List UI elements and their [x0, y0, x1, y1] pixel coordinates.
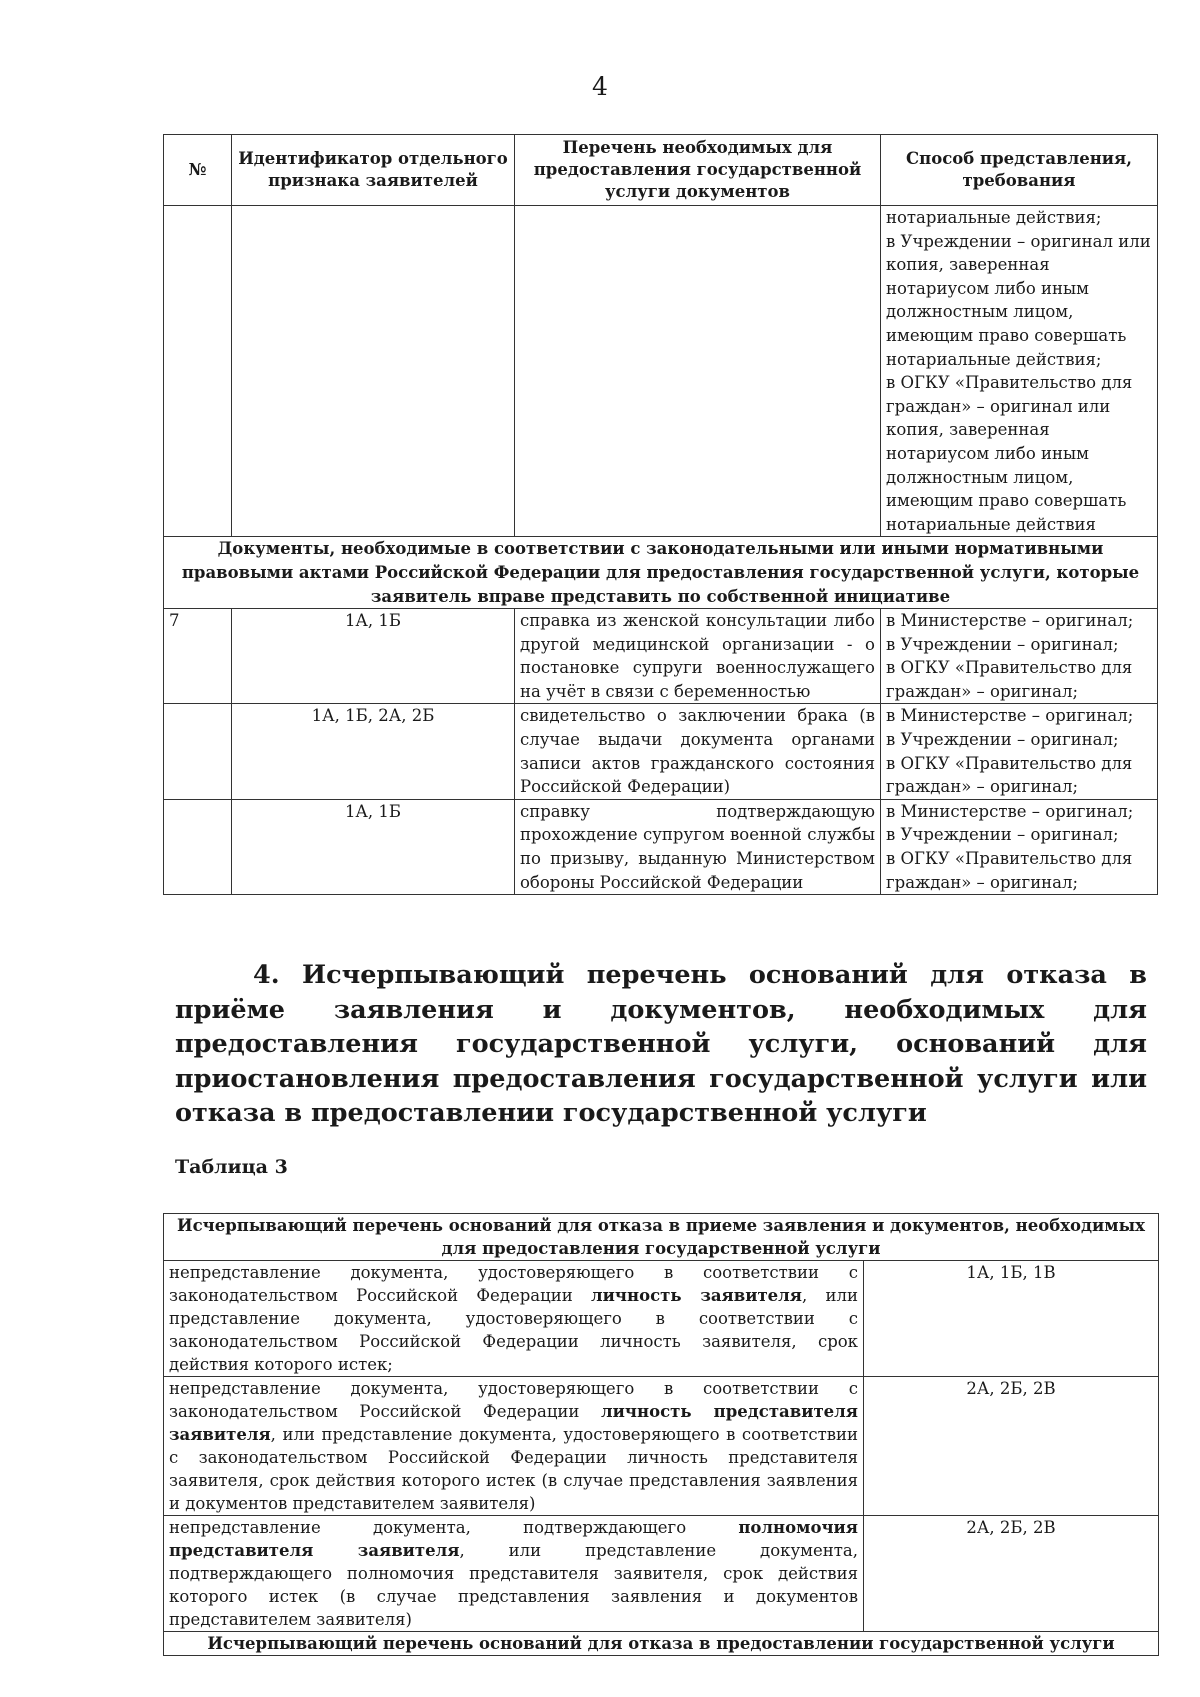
- cell-method: в Министерстве – оригинал; в Учреждении – оригинал; в ОГКУ «Правительство для граждан» – оригинал;: [881, 704, 1158, 799]
- table-header-row: [164, 135, 1158, 206]
- column-header-method: Способ представления, требования: [881, 135, 1158, 206]
- table-row: [164, 609, 1158, 704]
- table-caption: Таблица 3: [175, 1156, 288, 1178]
- cell-document: свидетельство о заключении брака (в случае выдачи документа органами записи актов гражданского состояния Российской Федерации): [515, 704, 881, 799]
- ground-bold-text: личность представителя заявителя: [169, 1402, 858, 1444]
- cell-identifier: 1А, 1Б, 2А, 2Б: [232, 704, 515, 799]
- cell-document: справку подтверждающую прохождение супругом военной службы по призыву, выданную Министерством обороны Российской Федерации: [515, 799, 881, 894]
- section-title: Документы, необходимые в соответствии с законодательными или иными нормативными правовыми актами Российской Федерации для предоставления государственной услуги, которые заявитель вправе представить по собственной инициативе: [164, 537, 1158, 609]
- table-row: [164, 206, 1158, 537]
- cell-identifier: 1А, 1Б, 1В: [864, 1261, 1159, 1377]
- ground-text: непредставление документа, удостоверяющего в соответствии с законодательством Российской Федерации: [169, 1379, 858, 1421]
- ground-text: , или представление документа, удостоверяющего в соответствии с законодательством Российской Федерации личность представителя заявителя, срок действия которого истек (в случае представления заявления и документов представителем заявителя): [169, 1425, 858, 1513]
- column-header-number: №: [164, 135, 232, 206]
- cell-number: [164, 799, 232, 894]
- cell-number: 7: [164, 609, 232, 704]
- cell-ground: [164, 1261, 864, 1377]
- cell-ground: [164, 1377, 864, 1516]
- ground-text: непредставление документа, удостоверяющего в соответствии с законодательством Российской Федерации: [169, 1263, 858, 1305]
- ground-bold-text: полномочия представителя заявителя: [169, 1518, 858, 1560]
- ground-bold-text: личность заявителя: [591, 1286, 802, 1305]
- table-section-row: [164, 1632, 1159, 1656]
- cell-identifier: 2А, 2Б, 2В: [864, 1516, 1159, 1632]
- table-row: [164, 799, 1158, 894]
- cell-number: [164, 704, 232, 799]
- section-heading: 4. Исчерпывающий перечень оснований для отказа в приёме заявления и документов, необходимых для предоставления государственной услуги, оснований для приостановления предоставления государственной услуги или отказа в предоставлении государственной услуги: [175, 960, 1147, 1128]
- cell-number: [164, 206, 232, 537]
- cell-method: в Министерстве – оригинал; в Учреждении – оригинал; в ОГКУ «Правительство для граждан» – оригинал;: [881, 799, 1158, 894]
- cell-method: в Министерстве – оригинал; в Учреждении – оригинал; в ОГКУ «Правительство для граждан» – оригинал;: [881, 609, 1158, 704]
- cell-document: [515, 206, 881, 537]
- ground-text: , или представление документа, подтверждающего полномочия представителя заявителя, срок действия которого истек (в случае представления заявления и документов представителем заявителя): [169, 1541, 858, 1629]
- documents-table: [163, 134, 1158, 895]
- ground-text: , или представление документа, удостоверяющего в соответствии с законодательством Российской Федерации личность заявителя, срок действия которого истек;: [169, 1286, 859, 1374]
- table-section-row: [164, 1214, 1159, 1261]
- ground-text: непредставление документа, подтверждающего: [169, 1518, 739, 1537]
- column-header-identifier: Идентификатор отдельного признака заявителей: [232, 135, 515, 206]
- table-section-row: [164, 537, 1158, 609]
- cell-method: нотариальные действия; в Учреждении – оригинал или копия, заверенная нотариусом либо иным должностным лицом, имеющим право совершать нотариальные действия; в ОГКУ «Правительство для граждан» – оригинал или копия, заверенная нотариусом либо иным должностным лицом, имеющим право совершать нотариальные действия: [881, 206, 1158, 537]
- table-row: [164, 1516, 1159, 1632]
- cell-identifier: 2А, 2Б, 2В: [864, 1377, 1159, 1516]
- section-title: Исчерпывающий перечень оснований для отказа в предоставлении государственной услуги: [164, 1632, 1159, 1656]
- cell-identifier: [232, 206, 515, 537]
- page-number: 4: [592, 72, 608, 101]
- section-title: Исчерпывающий перечень оснований для отказа в приеме заявления и документов, необходимых для предоставления государственной услуги: [164, 1214, 1159, 1261]
- table-row: [164, 1261, 1159, 1377]
- cell-identifier: 1А, 1Б: [232, 799, 515, 894]
- table-row: [164, 704, 1158, 799]
- cell-document: справка из женской консультации либо другой медицинской организации - о постановке супруги военнослужащего на учёт в связи с беременностью: [515, 609, 881, 704]
- refusal-grounds-table: [163, 1213, 1159, 1656]
- column-header-documents: Перечень необходимых для предоставления государственной услуги документов: [515, 135, 881, 206]
- cell-ground: [164, 1516, 864, 1632]
- cell-identifier: 1А, 1Б: [232, 609, 515, 704]
- table-row: [164, 1377, 1159, 1516]
